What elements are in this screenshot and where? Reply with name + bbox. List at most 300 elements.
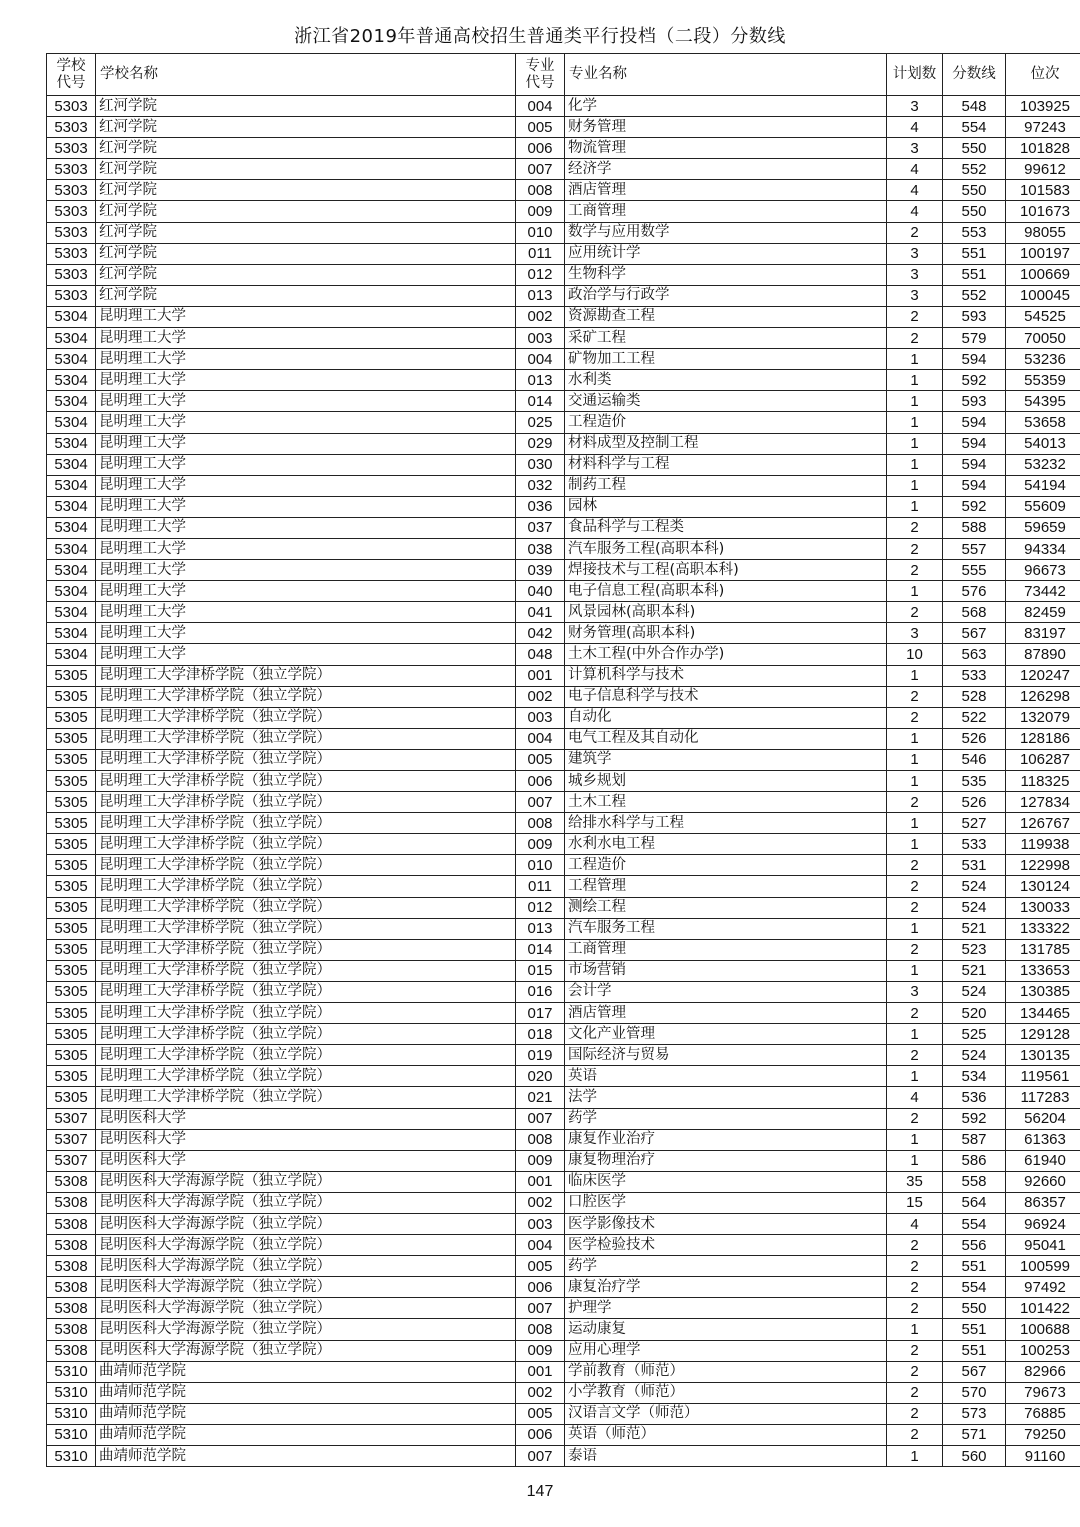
plan-cell: 4 xyxy=(887,180,943,201)
major-code-cell: 007 xyxy=(516,1446,565,1467)
school-name-cell: 昆明理工大学 xyxy=(96,496,516,517)
table-row xyxy=(47,1045,1080,1066)
major-name-cell: 医学影像技术 xyxy=(565,1213,887,1234)
major-name-cell: 康复物理治疗 xyxy=(565,1150,887,1171)
school-name-cell: 昆明医科大学 xyxy=(96,1129,516,1150)
school-name-cell: 昆明理工大学 xyxy=(96,306,516,327)
major-name-cell: 土木工程 xyxy=(565,792,887,813)
rank-cell: 119938 xyxy=(1006,834,1080,855)
school-name-cell: 昆明理工大学津桥学院（独立学院） xyxy=(96,813,516,834)
major-name-cell: 计算机科学与技术 xyxy=(565,665,887,686)
table-row xyxy=(47,433,1080,454)
plan-cell: 1 xyxy=(887,391,943,412)
school-name-cell: 昆明理工大学津桥学院（独立学院） xyxy=(96,707,516,728)
school-code-cell: 5305 xyxy=(47,792,96,813)
school-name-cell: 昆明理工大学津桥学院（独立学院） xyxy=(96,918,516,939)
plan-cell: 2 xyxy=(887,328,943,349)
major-name-cell: 建筑学 xyxy=(565,749,887,770)
table-row xyxy=(47,1382,1080,1403)
score-cell: 524 xyxy=(943,876,1006,897)
rank-cell: 101583 xyxy=(1006,180,1080,201)
major-code-cell: 008 xyxy=(516,1319,565,1340)
table-row xyxy=(47,412,1080,433)
rank-cell: 95041 xyxy=(1006,1235,1080,1256)
major-name-cell: 应用统计学 xyxy=(565,243,887,264)
school-name-cell: 昆明理工大学津桥学院（独立学院） xyxy=(96,981,516,1002)
major-code-cell: 004 xyxy=(516,728,565,749)
score-cell: 523 xyxy=(943,939,1006,960)
major-name-cell: 园林 xyxy=(565,496,887,517)
school-name-cell: 红河学院 xyxy=(96,222,516,243)
table-row xyxy=(47,960,1080,981)
table-row xyxy=(47,981,1080,1002)
school-code-cell: 5305 xyxy=(47,686,96,707)
school-name-cell: 红河学院 xyxy=(96,243,516,264)
table-row xyxy=(47,1213,1080,1234)
score-cell: 554 xyxy=(943,1213,1006,1234)
major-name-cell: 给排水科学与工程 xyxy=(565,813,887,834)
plan-cell: 1 xyxy=(887,454,943,475)
table-row xyxy=(47,1361,1080,1382)
school-code-cell: 5303 xyxy=(47,96,96,117)
rank-cell: 130033 xyxy=(1006,897,1080,918)
rank-cell: 118325 xyxy=(1006,771,1080,792)
major-code-cell: 018 xyxy=(516,1024,565,1045)
school-name-cell: 昆明理工大学 xyxy=(96,538,516,559)
table-row xyxy=(47,897,1080,918)
plan-cell: 1 xyxy=(887,475,943,496)
rank-cell: 54194 xyxy=(1006,475,1080,496)
plan-cell: 2 xyxy=(887,897,943,918)
rank-cell: 87890 xyxy=(1006,644,1080,665)
score-cell: 594 xyxy=(943,412,1006,433)
rank-cell: 82966 xyxy=(1006,1361,1080,1382)
table-row xyxy=(47,1108,1080,1129)
score-cell: 556 xyxy=(943,1235,1006,1256)
school-name-cell: 昆明理工大学津桥学院（独立学院） xyxy=(96,771,516,792)
header-rank: 位次 xyxy=(1006,54,1080,96)
school-name-cell: 昆明理工大学津桥学院（独立学院） xyxy=(96,876,516,897)
plan-cell: 4 xyxy=(887,1087,943,1108)
plan-cell: 4 xyxy=(887,201,943,222)
table-row xyxy=(47,370,1080,391)
school-name-cell: 昆明医科大学 xyxy=(96,1108,516,1129)
table-row xyxy=(47,1277,1080,1298)
table-row xyxy=(47,560,1080,581)
school-code-cell: 5305 xyxy=(47,981,96,1002)
school-name-cell: 昆明理工大学津桥学院（独立学院） xyxy=(96,686,516,707)
school-code-cell: 5307 xyxy=(47,1108,96,1129)
school-code-cell: 5305 xyxy=(47,665,96,686)
rank-cell: 129128 xyxy=(1006,1024,1080,1045)
school-name-cell: 昆明理工大学 xyxy=(96,623,516,644)
major-code-cell: 001 xyxy=(516,665,565,686)
school-code-cell: 5304 xyxy=(47,433,96,454)
school-code-cell: 5308 xyxy=(47,1319,96,1340)
school-name-cell: 红河学院 xyxy=(96,264,516,285)
table-row xyxy=(47,1298,1080,1319)
plan-cell: 3 xyxy=(887,285,943,306)
plan-cell: 2 xyxy=(887,1298,943,1319)
major-name-cell: 应用心理学 xyxy=(565,1340,887,1361)
rank-cell: 54525 xyxy=(1006,306,1080,327)
rank-cell: 54013 xyxy=(1006,433,1080,454)
plan-cell: 1 xyxy=(887,433,943,454)
major-code-cell: 007 xyxy=(516,792,565,813)
major-code-cell: 008 xyxy=(516,1129,565,1150)
school-name-cell: 昆明医科大学海源学院（独立学院） xyxy=(96,1192,516,1213)
plan-cell: 2 xyxy=(887,1361,943,1382)
major-code-cell: 007 xyxy=(516,1108,565,1129)
table-row xyxy=(47,1087,1080,1108)
rank-cell: 130385 xyxy=(1006,981,1080,1002)
major-code-cell: 011 xyxy=(516,243,565,264)
major-name-cell: 酒店管理 xyxy=(565,180,887,201)
school-name-cell: 昆明医科大学海源学院（独立学院） xyxy=(96,1171,516,1192)
school-code-cell: 5310 xyxy=(47,1424,96,1445)
plan-cell: 2 xyxy=(887,1277,943,1298)
rank-cell: 134465 xyxy=(1006,1003,1080,1024)
score-cell: 593 xyxy=(943,306,1006,327)
major-name-cell: 食品科学与工程类 xyxy=(565,517,887,538)
score-cell: 563 xyxy=(943,644,1006,665)
score-cell: 551 xyxy=(943,1256,1006,1277)
score-cell: 551 xyxy=(943,1319,1006,1340)
rank-cell: 133322 xyxy=(1006,918,1080,939)
school-name-cell: 昆明理工大学津桥学院（独立学院） xyxy=(96,1045,516,1066)
major-code-cell: 009 xyxy=(516,201,565,222)
rank-cell: 120247 xyxy=(1006,665,1080,686)
table-row xyxy=(47,1446,1080,1467)
table-row xyxy=(47,665,1080,686)
score-cell: 570 xyxy=(943,1382,1006,1403)
plan-cell: 15 xyxy=(887,1192,943,1213)
rank-cell: 94334 xyxy=(1006,538,1080,559)
score-cell: 534 xyxy=(943,1066,1006,1087)
major-code-cell: 005 xyxy=(516,117,565,138)
score-cell: 522 xyxy=(943,707,1006,728)
major-name-cell: 经济学 xyxy=(565,159,887,180)
school-name-cell: 曲靖师范学院 xyxy=(96,1424,516,1445)
major-code-cell: 005 xyxy=(516,1403,565,1424)
score-cell: 548 xyxy=(943,96,1006,117)
table-row xyxy=(47,1129,1080,1150)
plan-cell: 2 xyxy=(887,1108,943,1129)
school-name-cell: 曲靖师范学院 xyxy=(96,1361,516,1382)
school-code-cell: 5305 xyxy=(47,749,96,770)
school-name-cell: 昆明理工大学 xyxy=(96,433,516,454)
plan-cell: 2 xyxy=(887,560,943,581)
major-code-cell: 009 xyxy=(516,1150,565,1171)
school-code-cell: 5304 xyxy=(47,602,96,623)
score-cell: 594 xyxy=(943,454,1006,475)
major-code-cell: 041 xyxy=(516,602,565,623)
school-code-cell: 5304 xyxy=(47,538,96,559)
score-cell: 587 xyxy=(943,1129,1006,1150)
major-code-cell: 009 xyxy=(516,1340,565,1361)
table-row xyxy=(47,834,1080,855)
plan-cell: 35 xyxy=(887,1171,943,1192)
rank-cell: 54395 xyxy=(1006,391,1080,412)
major-code-cell: 013 xyxy=(516,370,565,391)
major-name-cell: 英语 xyxy=(565,1066,887,1087)
school-name-cell: 曲靖师范学院 xyxy=(96,1382,516,1403)
table-row xyxy=(47,117,1080,138)
table-row xyxy=(47,285,1080,306)
plan-cell: 1 xyxy=(887,1024,943,1045)
major-name-cell: 工商管理 xyxy=(565,939,887,960)
rank-cell: 83197 xyxy=(1006,623,1080,644)
school-code-cell: 5304 xyxy=(47,517,96,538)
table-row xyxy=(47,1319,1080,1340)
major-code-cell: 021 xyxy=(516,1087,565,1108)
major-code-cell: 029 xyxy=(516,433,565,454)
plan-cell: 1 xyxy=(887,1446,943,1467)
score-cell: 551 xyxy=(943,243,1006,264)
plan-cell: 3 xyxy=(887,138,943,159)
major-code-cell: 004 xyxy=(516,1235,565,1256)
school-code-cell: 5305 xyxy=(47,960,96,981)
score-cell: 568 xyxy=(943,602,1006,623)
score-cell: 526 xyxy=(943,728,1006,749)
table-row xyxy=(47,581,1080,602)
major-name-cell: 市场营销 xyxy=(565,960,887,981)
major-name-cell: 酒店管理 xyxy=(565,1003,887,1024)
score-cell: 576 xyxy=(943,581,1006,602)
score-cell: 550 xyxy=(943,138,1006,159)
school-code-cell: 5303 xyxy=(47,180,96,201)
header-school-code: 学校 代号 xyxy=(47,54,96,96)
header-major-code: 专业 代号 xyxy=(516,54,565,96)
major-code-cell: 003 xyxy=(516,1213,565,1234)
major-code-cell: 005 xyxy=(516,749,565,770)
header-school-name: 学校名称 xyxy=(96,54,516,96)
plan-cell: 2 xyxy=(887,1340,943,1361)
score-cell: 535 xyxy=(943,771,1006,792)
major-code-cell: 036 xyxy=(516,496,565,517)
plan-cell: 2 xyxy=(887,1424,943,1445)
plan-cell: 2 xyxy=(887,1382,943,1403)
plan-cell: 2 xyxy=(887,1003,943,1024)
school-code-cell: 5305 xyxy=(47,876,96,897)
major-code-cell: 013 xyxy=(516,918,565,939)
major-code-cell: 004 xyxy=(516,349,565,370)
plan-cell: 2 xyxy=(887,939,943,960)
table-row xyxy=(47,1256,1080,1277)
table-row xyxy=(47,855,1080,876)
school-code-cell: 5308 xyxy=(47,1298,96,1319)
major-code-cell: 007 xyxy=(516,159,565,180)
score-cell: 524 xyxy=(943,981,1006,1002)
rank-cell: 100599 xyxy=(1006,1256,1080,1277)
school-code-cell: 5305 xyxy=(47,728,96,749)
school-name-cell: 昆明理工大学 xyxy=(96,391,516,412)
rank-cell: 101828 xyxy=(1006,138,1080,159)
rank-cell: 106287 xyxy=(1006,749,1080,770)
school-code-cell: 5310 xyxy=(47,1382,96,1403)
school-code-cell: 5304 xyxy=(47,391,96,412)
school-name-cell: 昆明理工大学津桥学院（独立学院） xyxy=(96,939,516,960)
plan-cell: 2 xyxy=(887,855,943,876)
header-plan: 计划数 xyxy=(887,54,943,96)
school-name-cell: 昆明理工大学 xyxy=(96,581,516,602)
header-score: 分数线 xyxy=(943,54,1006,96)
major-code-cell: 048 xyxy=(516,644,565,665)
school-name-cell: 昆明理工大学津桥学院（独立学院） xyxy=(96,1024,516,1045)
school-code-cell: 5303 xyxy=(47,285,96,306)
score-cell: 592 xyxy=(943,1108,1006,1129)
school-code-cell: 5305 xyxy=(47,1045,96,1066)
major-code-cell: 015 xyxy=(516,960,565,981)
table-header-row xyxy=(47,54,1080,96)
score-cell: 557 xyxy=(943,538,1006,559)
school-name-cell: 昆明理工大学津桥学院（独立学院） xyxy=(96,665,516,686)
major-name-cell: 化学 xyxy=(565,96,887,117)
plan-cell: 2 xyxy=(887,538,943,559)
table-row xyxy=(47,623,1080,644)
school-code-cell: 5305 xyxy=(47,939,96,960)
major-name-cell: 药学 xyxy=(565,1108,887,1129)
school-name-cell: 曲靖师范学院 xyxy=(96,1446,516,1467)
major-name-cell: 财务管理 xyxy=(565,117,887,138)
rank-cell: 100688 xyxy=(1006,1319,1080,1340)
rank-cell: 100253 xyxy=(1006,1340,1080,1361)
plan-cell: 2 xyxy=(887,876,943,897)
major-name-cell: 电子信息科学与技术 xyxy=(565,686,887,707)
major-code-cell: 008 xyxy=(516,813,565,834)
table-row xyxy=(47,813,1080,834)
rank-cell: 55359 xyxy=(1006,370,1080,391)
major-code-cell: 042 xyxy=(516,623,565,644)
score-cell: 536 xyxy=(943,1087,1006,1108)
rank-cell: 73442 xyxy=(1006,581,1080,602)
school-code-cell: 5308 xyxy=(47,1171,96,1192)
rank-cell: 126767 xyxy=(1006,813,1080,834)
score-cell: 553 xyxy=(943,222,1006,243)
major-name-cell: 药学 xyxy=(565,1256,887,1277)
major-name-cell: 临床医学 xyxy=(565,1171,887,1192)
table-row xyxy=(47,1003,1080,1024)
major-code-cell: 020 xyxy=(516,1066,565,1087)
plan-cell: 2 xyxy=(887,792,943,813)
header-major-name: 专业名称 xyxy=(565,54,887,96)
rank-cell: 130124 xyxy=(1006,876,1080,897)
rank-cell: 53658 xyxy=(1006,412,1080,433)
major-name-cell: 物流管理 xyxy=(565,138,887,159)
school-code-cell: 5308 xyxy=(47,1256,96,1277)
table-row xyxy=(47,201,1080,222)
school-code-cell: 5305 xyxy=(47,918,96,939)
rank-cell: 127834 xyxy=(1006,792,1080,813)
school-code-cell: 5310 xyxy=(47,1403,96,1424)
school-name-cell: 曲靖师范学院 xyxy=(96,1403,516,1424)
rank-cell: 101422 xyxy=(1006,1298,1080,1319)
major-name-cell: 焊接技术与工程(高职本科) xyxy=(565,560,887,581)
major-name-cell: 工程造价 xyxy=(565,412,887,433)
school-name-cell: 昆明理工大学津桥学院（独立学院） xyxy=(96,897,516,918)
table-row xyxy=(47,538,1080,559)
rank-cell: 76885 xyxy=(1006,1403,1080,1424)
score-cell: 524 xyxy=(943,897,1006,918)
table-row xyxy=(47,328,1080,349)
school-code-cell: 5305 xyxy=(47,1024,96,1045)
major-name-cell: 医学检验技术 xyxy=(565,1235,887,1256)
rank-cell: 100197 xyxy=(1006,243,1080,264)
major-name-cell: 数学与应用数学 xyxy=(565,222,887,243)
plan-cell: 2 xyxy=(887,686,943,707)
school-code-cell: 5303 xyxy=(47,117,96,138)
score-cell: 594 xyxy=(943,433,1006,454)
school-name-cell: 红河学院 xyxy=(96,159,516,180)
school-code-cell: 5303 xyxy=(47,201,96,222)
rank-cell: 103925 xyxy=(1006,96,1080,117)
major-name-cell: 汽车服务工程 xyxy=(565,918,887,939)
rank-cell: 130135 xyxy=(1006,1045,1080,1066)
major-name-cell: 测绘工程 xyxy=(565,897,887,918)
score-cell: 558 xyxy=(943,1171,1006,1192)
major-name-cell: 工程造价 xyxy=(565,855,887,876)
school-name-cell: 昆明医科大学 xyxy=(96,1150,516,1171)
plan-cell: 1 xyxy=(887,1129,943,1150)
major-code-cell: 001 xyxy=(516,1171,565,1192)
score-cell: 533 xyxy=(943,834,1006,855)
rank-cell: 79673 xyxy=(1006,1382,1080,1403)
table-row xyxy=(47,1340,1080,1361)
rank-cell: 131785 xyxy=(1006,939,1080,960)
major-code-cell: 004 xyxy=(516,96,565,117)
score-cell: 594 xyxy=(943,475,1006,496)
major-code-cell: 025 xyxy=(516,412,565,433)
major-name-cell: 材料科学与工程 xyxy=(565,454,887,475)
major-name-cell: 康复作业治疗 xyxy=(565,1129,887,1150)
rank-cell: 79250 xyxy=(1006,1424,1080,1445)
school-code-cell: 5310 xyxy=(47,1446,96,1467)
major-code-cell: 002 xyxy=(516,686,565,707)
plan-cell: 1 xyxy=(887,665,943,686)
major-name-cell: 电气工程及其自动化 xyxy=(565,728,887,749)
major-name-cell: 采矿工程 xyxy=(565,328,887,349)
rank-cell: 53236 xyxy=(1006,349,1080,370)
table-row xyxy=(47,517,1080,538)
score-cell: 579 xyxy=(943,328,1006,349)
school-name-cell: 红河学院 xyxy=(96,285,516,306)
table-row xyxy=(47,1150,1080,1171)
major-name-cell: 小学教育（师范） xyxy=(565,1382,887,1403)
major-code-cell: 019 xyxy=(516,1045,565,1066)
major-code-cell: 037 xyxy=(516,517,565,538)
score-cell: 550 xyxy=(943,201,1006,222)
school-code-cell: 5304 xyxy=(47,454,96,475)
score-cell: 526 xyxy=(943,792,1006,813)
school-code-cell: 5303 xyxy=(47,243,96,264)
plan-cell: 1 xyxy=(887,728,943,749)
school-name-cell: 昆明理工大学津桥学院（独立学院） xyxy=(96,855,516,876)
score-cell: 550 xyxy=(943,180,1006,201)
score-cell: 524 xyxy=(943,1045,1006,1066)
table-row xyxy=(47,1235,1080,1256)
major-code-cell: 005 xyxy=(516,1256,565,1277)
school-code-cell: 5308 xyxy=(47,1213,96,1234)
table-row xyxy=(47,876,1080,897)
plan-cell: 2 xyxy=(887,602,943,623)
school-name-cell: 昆明理工大学 xyxy=(96,328,516,349)
school-code-cell: 5308 xyxy=(47,1277,96,1298)
school-code-cell: 5304 xyxy=(47,644,96,665)
school-code-cell: 5304 xyxy=(47,328,96,349)
plan-cell: 2 xyxy=(887,1235,943,1256)
table-row xyxy=(47,749,1080,770)
score-cell: 555 xyxy=(943,560,1006,581)
